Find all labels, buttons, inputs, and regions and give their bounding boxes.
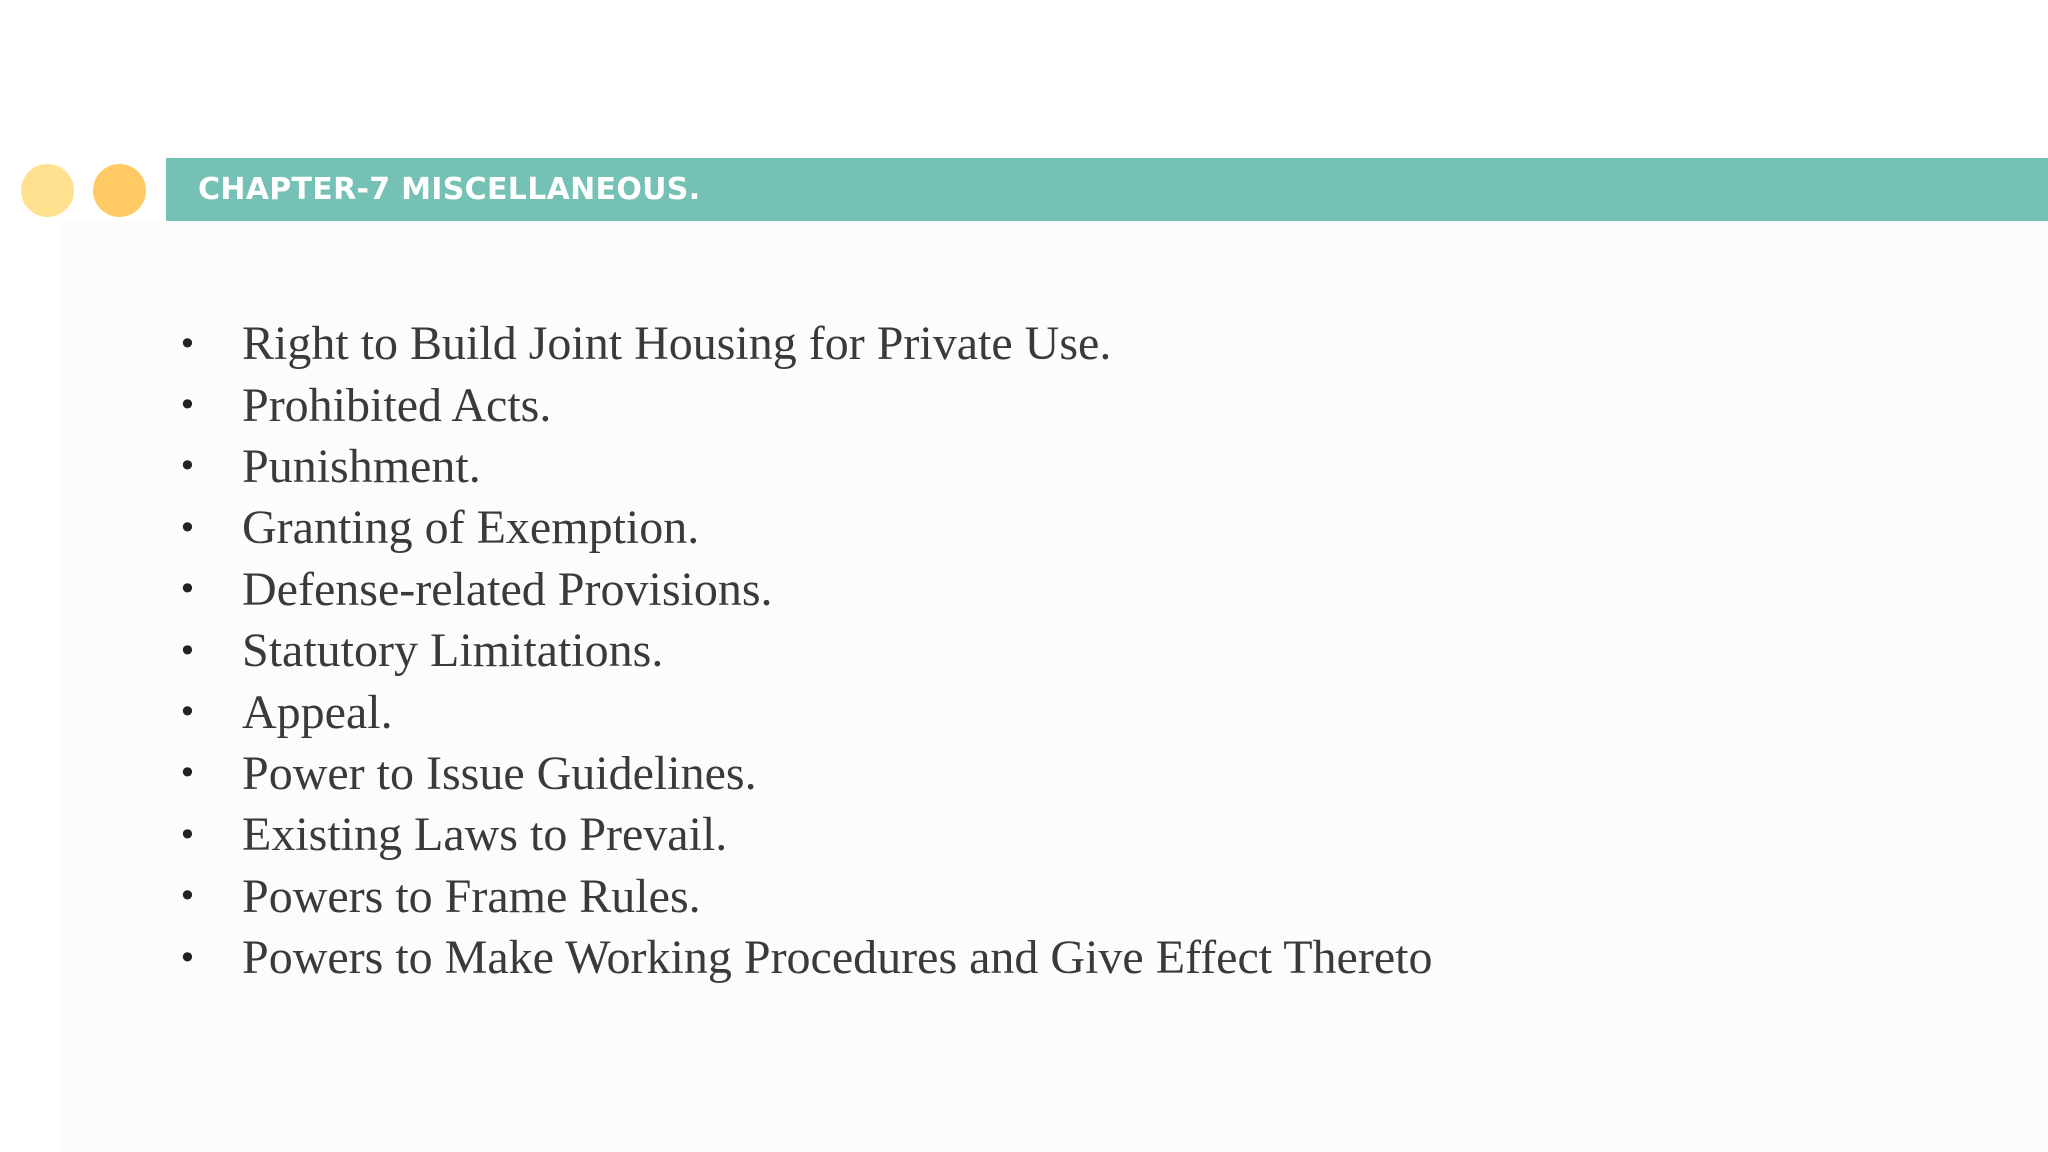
bullet-icon: •: [178, 324, 197, 363]
bullet-icon: •: [178, 631, 197, 670]
bullet-icon: •: [178, 754, 197, 793]
title-bar: [166, 158, 2048, 221]
bullet-icon: •: [178, 938, 197, 977]
list-item: [172, 866, 1432, 927]
bullet-icon: •: [178, 877, 197, 916]
list-item-text: Statutory Limitations.: [242, 624, 664, 678]
list-item: [172, 436, 1432, 497]
decorative-circle-light: [21, 164, 74, 217]
bullet-icon: •: [178, 508, 197, 547]
list-item-text: Prohibited Acts.: [242, 378, 552, 432]
decorative-circle-orange: [93, 164, 146, 217]
bullet-icon: •: [178, 386, 197, 425]
list-item-text: Punishment.: [242, 439, 481, 493]
list-item: [172, 374, 1432, 435]
list-item: [172, 313, 1432, 374]
list-item-text: Right to Build Joint Housing for Private Use.: [242, 317, 1112, 371]
list-item: [172, 620, 1432, 681]
list-item: [172, 497, 1432, 558]
list-item-text: Powers to Make Working Procedures and Give Effect Thereto: [242, 931, 1433, 985]
bullet-icon: •: [178, 570, 197, 609]
list-item: [172, 681, 1432, 742]
list-item-text: Defense-related Provisions.: [242, 562, 773, 616]
bullet-icon: •: [178, 815, 197, 854]
slide-title: CHAPTER-7 MISCELLANEOUS.: [198, 172, 701, 207]
list-item: [172, 559, 1432, 620]
list-item-text: Appeal.: [242, 685, 393, 739]
list-item-text: Granting of Exemption.: [242, 501, 700, 555]
list-item: [172, 743, 1432, 804]
bullet-list: [172, 313, 1432, 988]
bullet-icon: •: [178, 447, 197, 486]
list-item-text: Power to Issue Guidelines.: [242, 746, 757, 800]
bullet-icon: •: [178, 693, 197, 732]
list-item-text: Powers to Frame Rules.: [242, 869, 701, 923]
list-item: [172, 804, 1432, 865]
list-item: [172, 927, 1432, 988]
list-item-text: Existing Laws to Prevail.: [242, 808, 728, 862]
